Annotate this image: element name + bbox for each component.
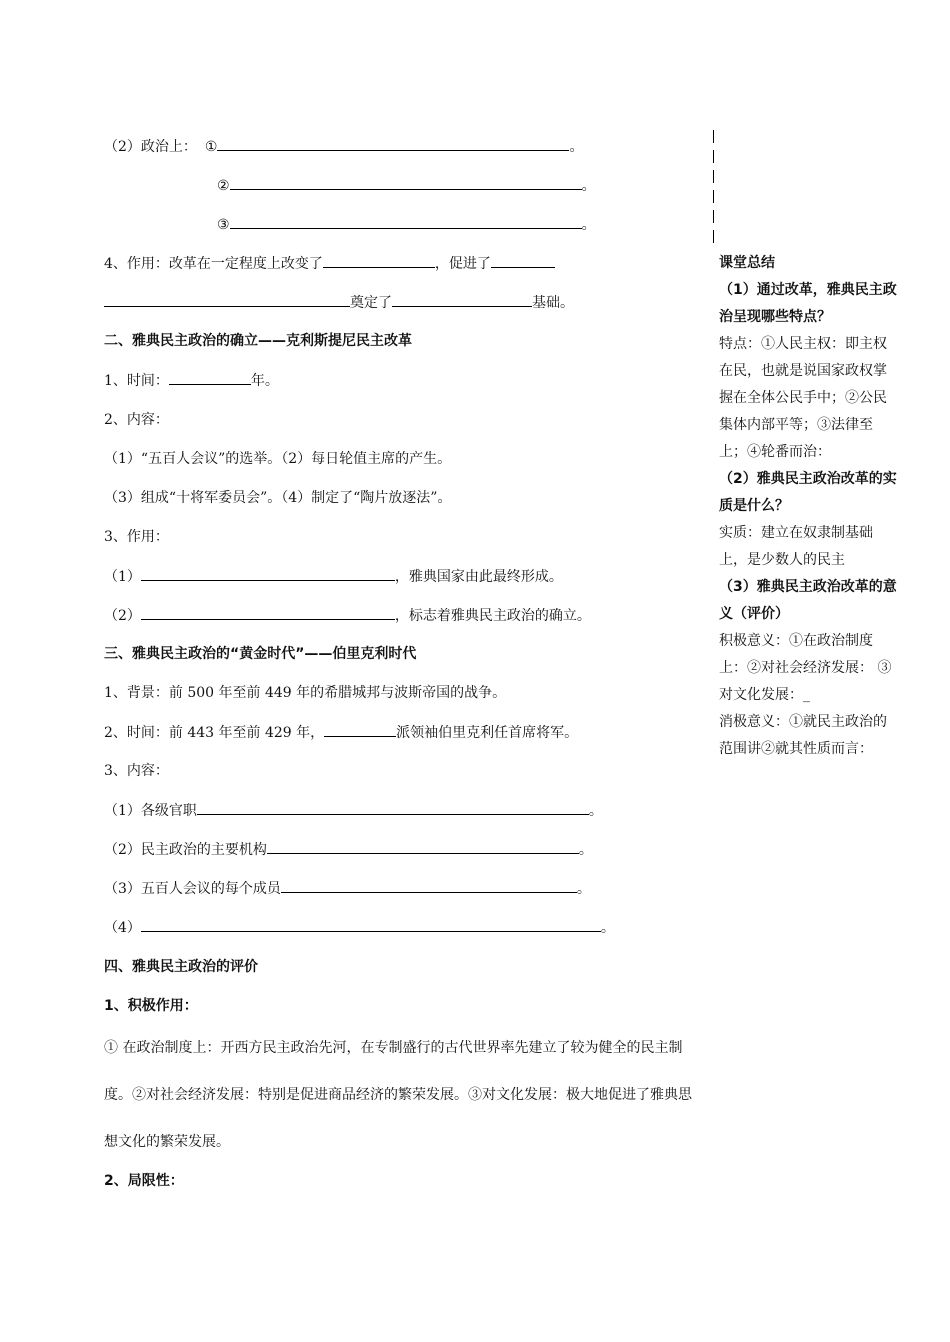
- blank-faction[interactable]: [324, 722, 396, 737]
- sec3-content-label: 3、内容：: [104, 763, 169, 779]
- sec4-limitation-label: 2、局限性：: [104, 1173, 184, 1189]
- separator-dash: [713, 170, 714, 183]
- sec3-item-3: [104, 878, 591, 899]
- blank-effect-3[interactable]: [104, 292, 350, 307]
- separator-dash: [713, 190, 714, 203]
- blank-item-1[interactable]: [197, 800, 589, 815]
- sec2-role-label: 3、作用：: [104, 529, 169, 545]
- class-summary: [719, 250, 899, 763]
- section-2-heading: 二、雅典民主政治的确立——克利斯提尼民主改革: [104, 333, 412, 349]
- sec3-time-suffix: 派领袖伯里克利任首席将军。: [396, 725, 579, 741]
- summary-question-1: （1）通过改革，雅典民主政治呈现哪些特点？: [719, 282, 897, 325]
- effect-text-3: 奠定了: [350, 295, 392, 311]
- blank-role-2[interactable]: [141, 605, 395, 620]
- time-label: 1、时间：: [104, 373, 169, 389]
- role-1-text: ，雅典国家由此最终形成。: [394, 569, 563, 585]
- sec3-time: [104, 722, 578, 743]
- summary-answer-2: 实质：建立在奴隶制基础上，是少数人的民主: [719, 525, 873, 568]
- political-line-1: [104, 136, 583, 157]
- effect-line-1: [104, 253, 555, 274]
- period: 。: [581, 178, 596, 194]
- role-2-num: （2）: [104, 608, 141, 624]
- sec2-content-2: （3）组成“十将军委员会”。（4）制定了“陶片放逐法”。: [104, 490, 452, 506]
- separator-dash: [713, 230, 714, 243]
- period: 。: [569, 139, 584, 155]
- blank-role-1[interactable]: [141, 566, 395, 581]
- sec3-item-2: [104, 839, 593, 860]
- role-1-num: （1）: [104, 569, 141, 585]
- item-4-text: （4）: [104, 920, 141, 936]
- blank-political-3[interactable]: [230, 214, 582, 229]
- sec3-item-1: [104, 800, 603, 821]
- sec2-time: [104, 370, 279, 391]
- sec3-background: 1、背景：前 500 年至前 449 年的希腊城邦与波斯帝国的战争。: [104, 685, 507, 701]
- effect-text-1: 4、作用：改革在一定程度上改变了: [104, 256, 323, 272]
- sec2-role-2: [104, 605, 591, 626]
- period: 。: [578, 842, 593, 858]
- summary-answer-1: 特点：①人民主权：即主权在民，也就是说国家政权掌握在全体公民手中；②公民集体内部平等；③法律至上；④轮番而治：: [719, 336, 887, 460]
- sec3-item-4: [104, 917, 615, 938]
- role-2-text: ，标志着雅典民主政治的确立。: [394, 608, 591, 624]
- year-suffix: 年。: [250, 373, 279, 389]
- political-line-2: [217, 175, 596, 196]
- effect-line-2: [104, 292, 574, 313]
- marker-2: ②: [217, 178, 230, 194]
- blank-item-3[interactable]: [281, 878, 577, 893]
- blank-effect-4[interactable]: [392, 292, 532, 307]
- section-3-heading: 三、雅典民主政治的“黄金时代”——伯里克利时代: [104, 646, 417, 662]
- marker-1: ①: [204, 139, 218, 155]
- blank-effect-1[interactable]: [323, 253, 435, 268]
- marker-3: ③: [217, 217, 230, 233]
- blank-political-1[interactable]: [217, 136, 569, 151]
- summary-question-3: （3）雅典民主政治改革的意义（评价）: [719, 579, 897, 622]
- period: 。: [581, 217, 596, 233]
- blank-item-2[interactable]: [267, 839, 579, 854]
- separator-dash: [713, 210, 714, 223]
- effect-text-2: ，促进了: [434, 256, 491, 272]
- summary-answer-4: 消极意义：①就民主政治的范围讲②就其性质而言：: [719, 714, 887, 757]
- blank-effect-2[interactable]: [491, 253, 555, 268]
- separator-dash: [713, 130, 714, 143]
- sec2-content-label: 2、内容：: [104, 412, 169, 428]
- summary-title: 课堂总结: [719, 255, 775, 271]
- political-line-3: [217, 214, 596, 235]
- item-2-text: （2）民主政治的主要机构: [104, 842, 267, 858]
- sec3-time-text: 2、时间：前 443 年至前 429 年，: [104, 725, 325, 741]
- period: 。: [600, 920, 615, 936]
- blank-political-2[interactable]: [230, 175, 582, 190]
- summary-question-2: （2）雅典民主政治改革的实质是什么？: [719, 471, 897, 514]
- section-4-heading: 四、雅典民主政治的评价: [104, 959, 258, 975]
- summary-answer-3: 积极意义：①在政治制度上：②对社会经济发展： ③对文化发展：_: [719, 633, 892, 703]
- period: 。: [588, 803, 603, 819]
- blank-year[interactable]: [169, 370, 251, 385]
- period: 。: [576, 881, 591, 897]
- separator-dash: [713, 150, 714, 163]
- blank-item-4[interactable]: [141, 917, 601, 932]
- sec4-positive-label: 1、积极作用：: [104, 998, 198, 1014]
- effect-text-4: 基础。: [532, 295, 574, 311]
- item-3-text: （3）五百人会议的每个成员: [104, 881, 281, 897]
- sec4-positive-paragraph: ① 在政治制度上：开西方民主政治先河，在专制盛行的古代世界率先建立了较为健全的民主制度。②对社会经济发展：特别是促进商品经济的繁荣发展。③对文化发展：极大地促进了雅典思想文化的繁荣发展。: [104, 1040, 692, 1150]
- sec2-role-1: [104, 566, 563, 587]
- item-1-text: （1）各级官职: [104, 803, 197, 819]
- sec2-content-1: （1）“五百人会议”的选举。（2）每日轮值主席的产生。: [104, 451, 452, 467]
- political-label: （2）政治上：: [104, 139, 197, 155]
